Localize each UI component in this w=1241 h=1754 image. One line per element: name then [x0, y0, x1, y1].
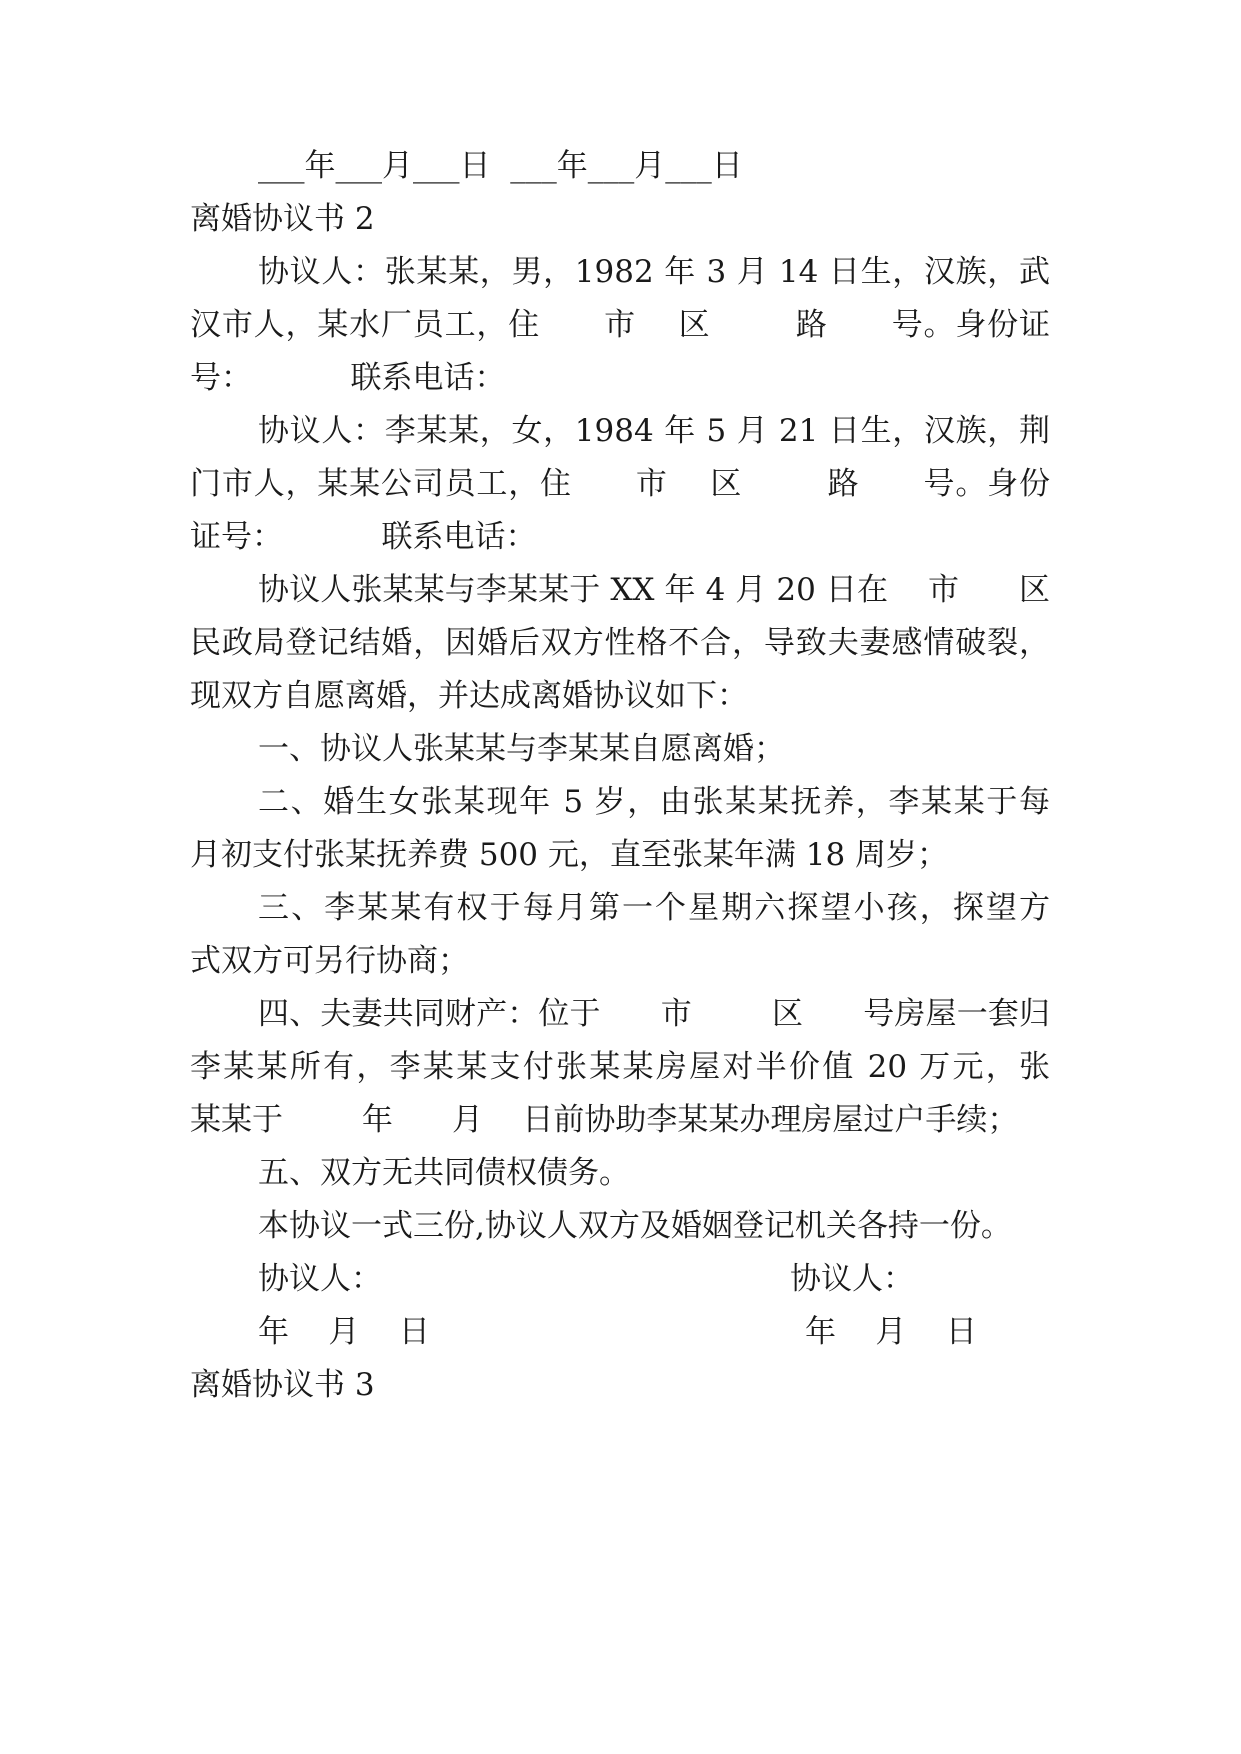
party1-line: 号： 联系电话： [190, 360, 506, 396]
clause-line: 李某某所有，李某某支付张某某房屋对半价值 20 万元，张 [190, 1049, 1050, 1085]
signature-left-label: 协议人： [258, 1261, 382, 1297]
party2-line: 证号： 联系电话： [190, 519, 537, 555]
party2-line: 协议人：李某某，女，1984 年 5 月 21 日生，汉族，荆 [258, 413, 1050, 449]
clause-line: 五、双方无共同债权债务。 [258, 1155, 630, 1191]
section-title: 离婚协议书 2 [190, 201, 375, 237]
clause-line: 四、夫妻共同财产：位于 市 区 号房屋一套归 [258, 996, 1050, 1032]
party1-line: 协议人：张某某，男，1982 年 3 月 14 日生，汉族，武 [258, 254, 1050, 290]
signature-right-date: 年 月 日 [805, 1314, 977, 1350]
clause-line: 一、协议人张某某与李某某自愿离婚； [258, 731, 785, 767]
clause-line: 式双方可另行协商； [190, 943, 469, 979]
clause-line: 某某于 年 月 日前协助李某某办理房屋过户手续； [190, 1102, 1019, 1138]
clause-line: 三、李某某有权于每月第一个星期六探望小孩，探望方 [258, 890, 1050, 926]
signature-left-date: 年 月 日 [258, 1314, 430, 1350]
party2-line: 门市人，某某公司员工，住 市 区 路 号。身份 [190, 466, 1050, 502]
party1-line: 汉市人，某水厂员工，住 市 区 路 号。身份证 [190, 307, 1050, 343]
date-line: ___年___月___日 ___年___月___日 [258, 148, 743, 184]
preamble-line: 现双方自愿离婚，并达成离婚协议如下： [190, 678, 748, 714]
signature-right-label: 协议人： [790, 1261, 914, 1297]
preamble-line: 民政局登记结婚，因婚后双方性格不合，导致夫妻感情破裂， [190, 625, 1050, 661]
copies-statement: 本协议一式三份,协议人双方及婚姻登记机关各持一份。 [258, 1208, 1012, 1244]
clause-line: 月初支付张某抚养费 500 元，直至张某年满 18 周岁； [190, 837, 949, 873]
preamble-line: 协议人张某某与李某某于 XX 年 4 月 20 日在 市 区 [258, 572, 1050, 608]
section-title: 离婚协议书 3 [190, 1367, 375, 1403]
clause-line: 二、婚生女张某现年 5 岁，由张某某抚养，李某某于每 [258, 784, 1050, 820]
